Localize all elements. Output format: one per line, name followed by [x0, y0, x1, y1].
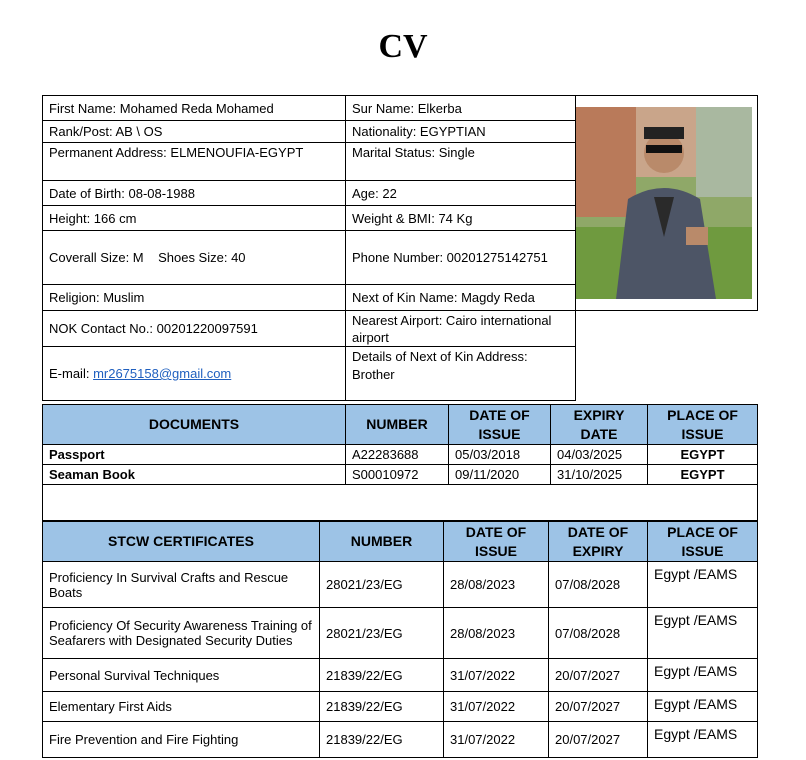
- nationality: Nationality: EGYPTIAN: [346, 121, 576, 143]
- stcw-header-certificates: STCW CERTIFICATES: [43, 522, 320, 562]
- cert-issue: 28/08/2023: [444, 608, 549, 659]
- table-row: [43, 608, 758, 659]
- age: Age: 22: [346, 181, 576, 206]
- cert-issue: 31/07/2022: [444, 722, 549, 758]
- cert-expiry: 20/07/2027: [549, 692, 648, 722]
- table-row: [43, 722, 758, 758]
- cert-place: Egypt /EAMS: [648, 722, 758, 758]
- doc-name: Seaman Book: [43, 465, 346, 485]
- phone-number: Phone Number: 00201275142751: [346, 231, 576, 285]
- profile-photo: [576, 107, 752, 299]
- table-row: [43, 445, 758, 465]
- marital-status: Marital Status: Single: [346, 143, 576, 181]
- religion: Religion: Muslim: [43, 285, 346, 311]
- stcw-header-expiry: DATE OF EXPIRY: [549, 522, 648, 562]
- doc-issue: 05/03/2018: [449, 445, 551, 465]
- doc-expiry: 31/10/2025: [551, 465, 648, 485]
- doc-number: S00010972: [346, 465, 449, 485]
- nok-contact: NOK Contact No.: 00201220097591: [43, 311, 346, 347]
- table-row: [43, 562, 758, 608]
- doc-header-documents: DOCUMENTS: [43, 405, 346, 445]
- cert-name: Personal Survival Techniques: [43, 659, 320, 692]
- spacer-cell: [43, 485, 758, 521]
- email-link[interactable]: mr2675158@gmail.com: [93, 366, 232, 381]
- next-of-kin-address: Details of Next of Kin Address: Brother: [346, 347, 576, 401]
- cert-name: Fire Prevention and Fire Fighting: [43, 722, 320, 758]
- cert-expiry: 07/08/2028: [549, 562, 648, 608]
- doc-header-issue: DATE OF ISSUE: [449, 405, 551, 445]
- cert-issue: 28/08/2023: [444, 562, 549, 608]
- table-row: [43, 692, 758, 722]
- cert-number: 21839/22/EG: [320, 659, 444, 692]
- personal-info-table: [42, 95, 758, 401]
- cert-place: Egypt /EAMS: [648, 659, 758, 692]
- doc-issue: 09/11/2020: [449, 465, 551, 485]
- permanent-address: Permanent Address: ELMENOUFIA-EGYPT: [43, 143, 346, 181]
- documents-table: [42, 404, 758, 521]
- cert-number: 28021/23/EG: [320, 562, 444, 608]
- cert-number: 28021/23/EG: [320, 608, 444, 659]
- cert-place: Egypt /EAMS: [648, 562, 758, 608]
- first-name: First Name: Mohamed Reda Mohamed: [43, 96, 346, 121]
- sur-name: Sur Name: Elkerba: [346, 96, 576, 121]
- stcw-header-issue: DATE OF ISSUE: [444, 522, 549, 562]
- table-row: [43, 659, 758, 692]
- cert-place: Egypt /EAMS: [648, 608, 758, 659]
- cert-issue: 31/07/2022: [444, 692, 549, 722]
- empty-cell: [576, 347, 758, 401]
- nearest-airport: Nearest Airport: Cairo international airport: [346, 311, 576, 347]
- cert-expiry: 20/07/2027: [549, 659, 648, 692]
- weight: Weight & BMI: 74 Kg: [346, 206, 576, 231]
- cert-number: 21839/22/EG: [320, 692, 444, 722]
- next-of-kin-name: Next of Kin Name: Magdy Reda: [346, 285, 576, 311]
- doc-header-place: PLACE OF ISSUE: [648, 405, 758, 445]
- cert-expiry: 20/07/2027: [549, 722, 648, 758]
- cert-expiry: 07/08/2028: [549, 608, 648, 659]
- doc-name: Passport: [43, 445, 346, 465]
- email-label: E-mail:: [49, 366, 94, 381]
- page-title: CV: [378, 28, 428, 65]
- photo-cell: [576, 96, 758, 311]
- coverall-size: Coverall Size: M Shoes Size: 40: [43, 231, 346, 285]
- doc-header-number: NUMBER: [346, 405, 449, 445]
- cert-name: Proficiency Of Security Awareness Training of Seafarers with Designated Security Duties: [43, 608, 320, 659]
- doc-place: EGYPT: [648, 445, 758, 465]
- cert-place: Egypt /EAMS: [648, 692, 758, 722]
- table-row: [43, 465, 758, 485]
- stcw-header-number: NUMBER: [320, 522, 444, 562]
- stcw-table: [42, 521, 758, 758]
- empty-cell: [576, 311, 758, 347]
- doc-header-expiry: EXPIRY DATE: [551, 405, 648, 445]
- cert-number: 21839/22/EG: [320, 722, 444, 758]
- height: Height: 166 cm: [43, 206, 346, 231]
- doc-place: EGYPT: [648, 465, 758, 485]
- doc-number: A22283688: [346, 445, 449, 465]
- cert-name: Proficiency In Survival Crafts and Rescue Boats: [43, 562, 320, 608]
- stcw-header-place: PLACE OF ISSUE: [648, 522, 758, 562]
- date-of-birth: Date of Birth: 08-08-1988: [43, 181, 346, 206]
- rank: Rank/Post: AB \ OS: [43, 121, 346, 143]
- doc-expiry: 04/03/2025: [551, 445, 648, 465]
- cert-name: Elementary First Aids: [43, 692, 320, 722]
- cert-issue: 31/07/2022: [444, 659, 549, 692]
- spacer-row: [43, 485, 758, 521]
- email-cell: [43, 347, 346, 401]
